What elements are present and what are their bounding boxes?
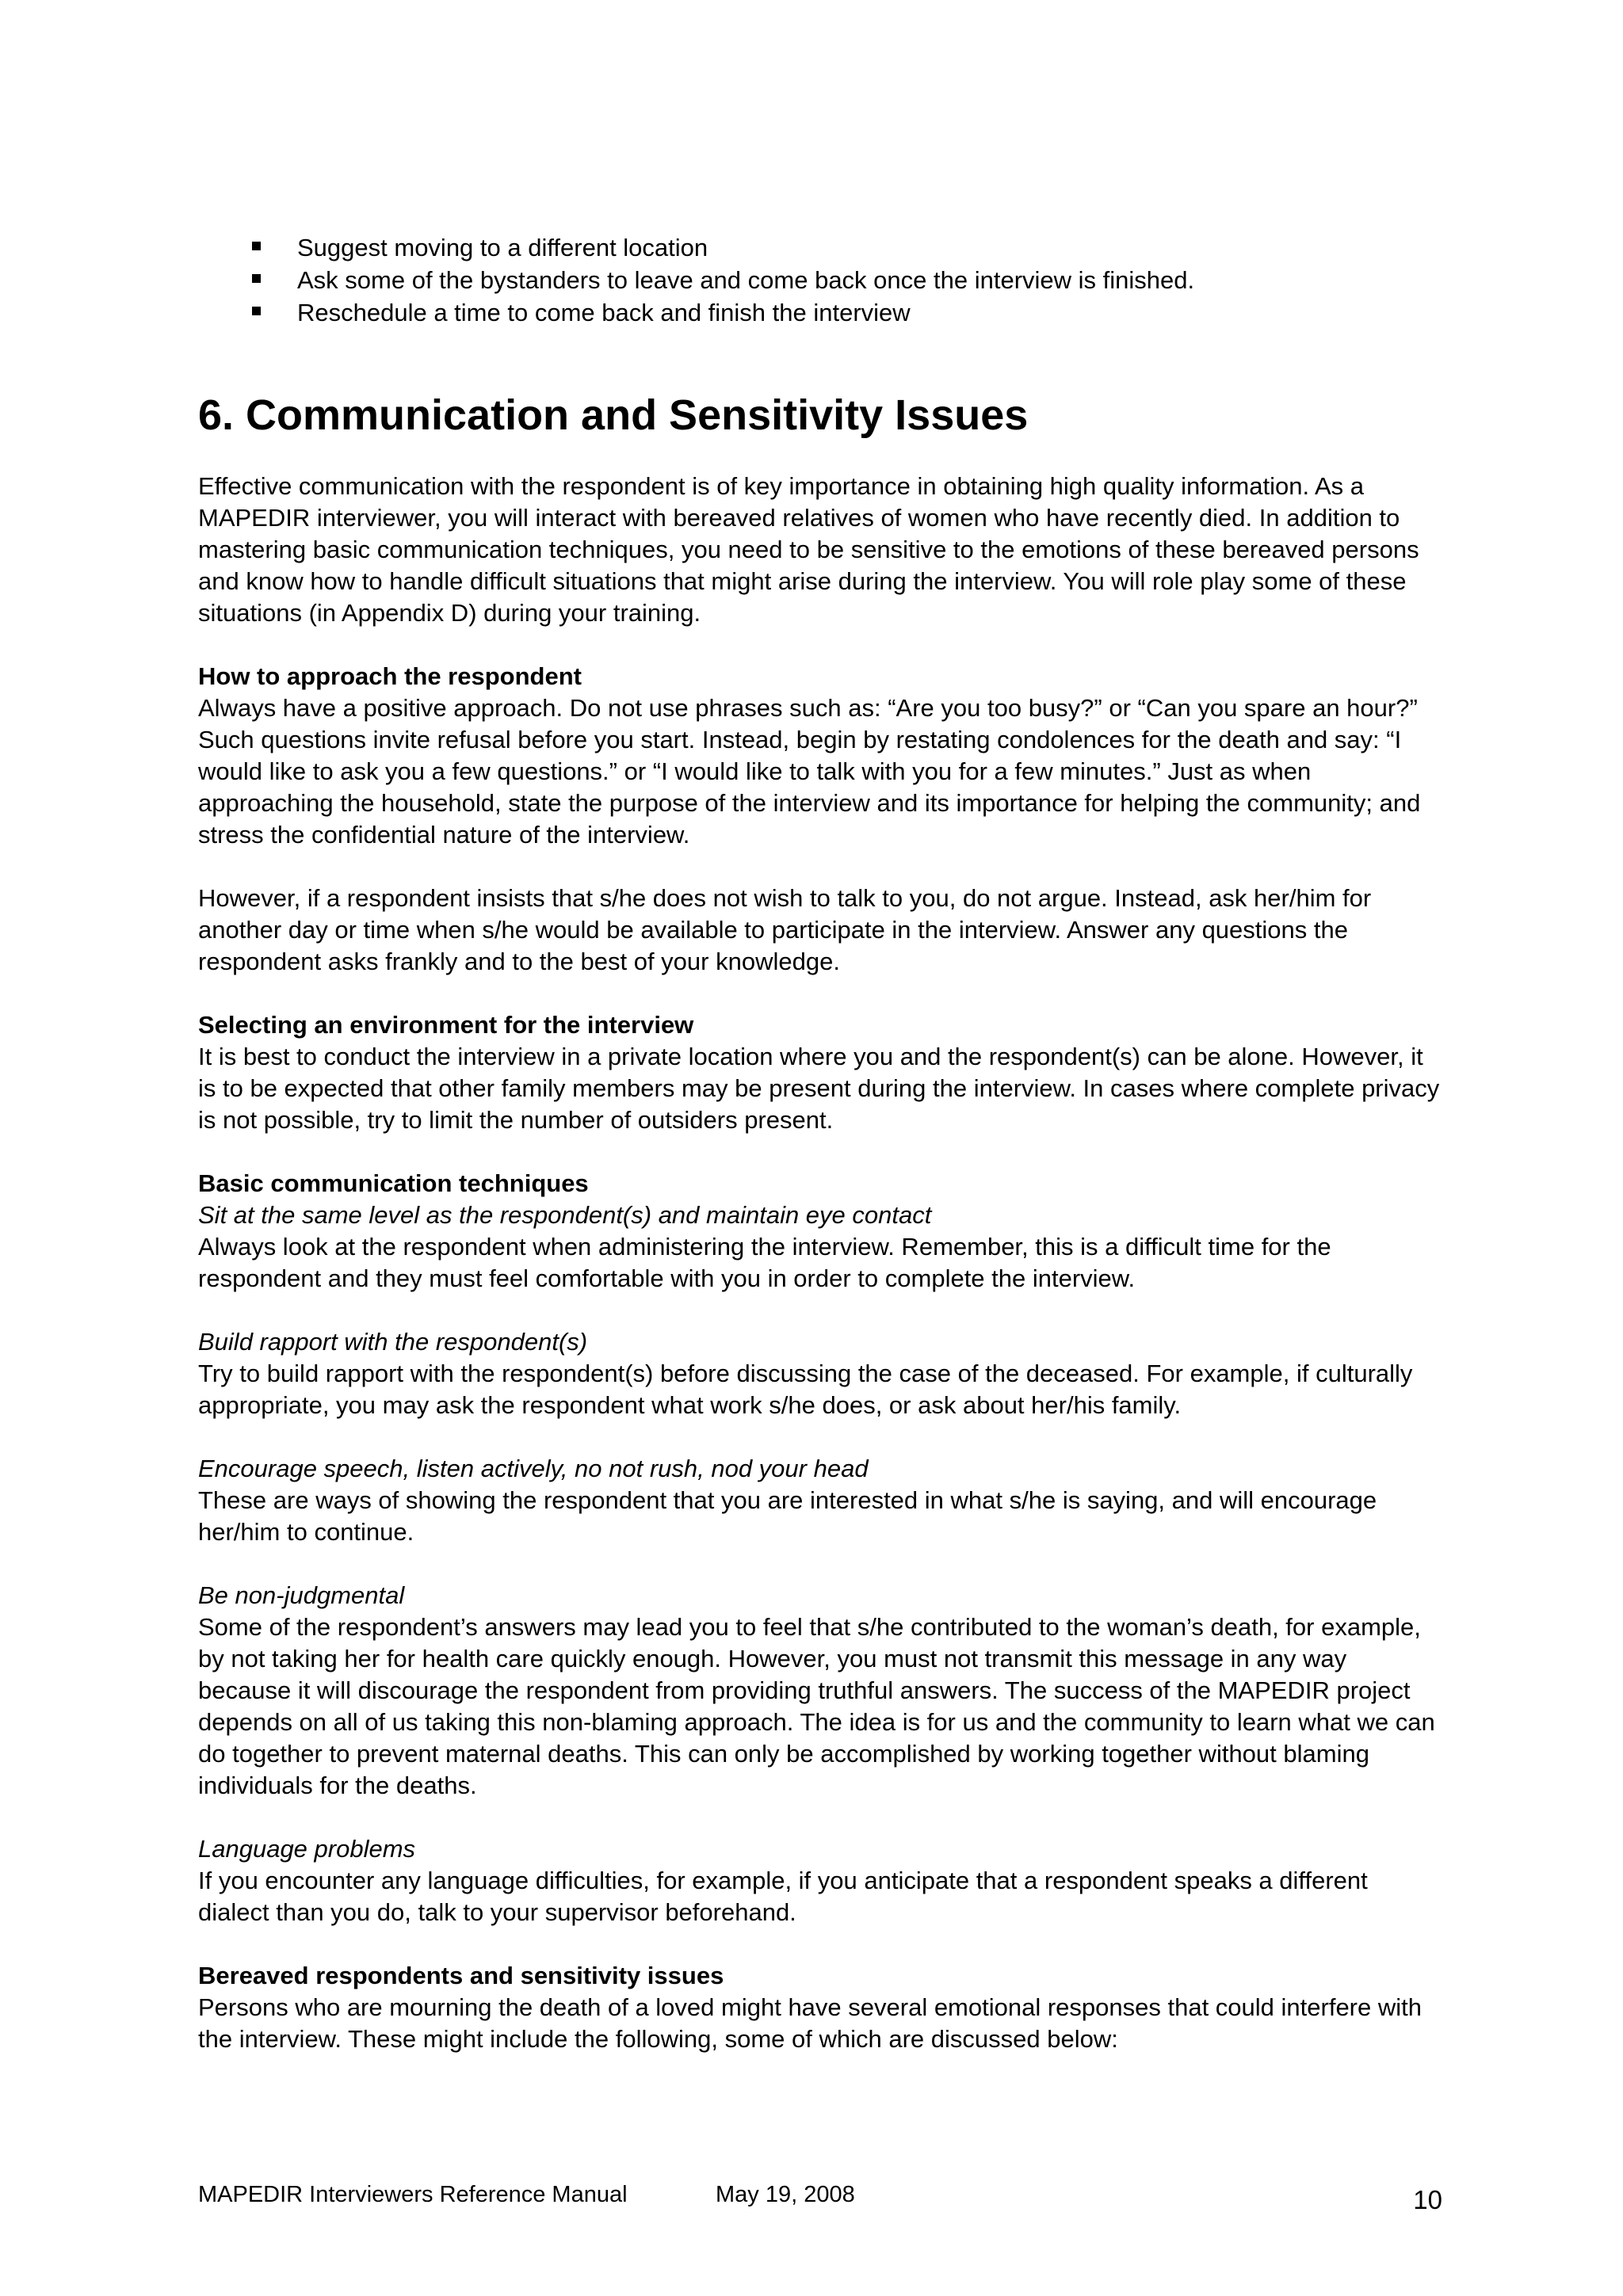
page-number: 10 <box>1413 2185 1442 2214</box>
bullet-text: Suggest moving to a different location <box>297 234 708 261</box>
bullet-text: Ask some of the bystanders to leave and come back once the interview is finished. <box>297 266 1195 294</box>
approach-heading: How to approach the respondent <box>198 662 582 690</box>
environment-paragraph: It is best to conduct the interview in a private location where you and the respondent(s) can be alone. However, it is to be expected that other family members may be present during the interview. In cases where complete privacy is not possible, try to limit the number of outsiders present. <box>198 1043 1440 1134</box>
bullet-list <box>198 231 1442 329</box>
technique-text-encourage: These are ways of showing the respondent that you are interested in what s/he is saying, and will encourage her/him to continue. <box>198 1486 1377 1546</box>
list-item <box>198 296 1442 329</box>
square-bullet-icon <box>252 242 261 250</box>
footer-manual-title: MAPEDIR Interviewers Reference Manual <box>198 2182 628 2207</box>
bullet-text: Reschedule a time to come back and finish the interview <box>297 299 911 326</box>
technique-title-non-judgmental: Be non-judgmental <box>198 1581 405 1609</box>
page-footer <box>198 2182 1442 2214</box>
technique-title-rapport: Build rapport with the respondent(s) <box>198 1328 588 1356</box>
technique-title-encourage: Encourage speech, listen actively, no not rush, nod your head <box>198 1455 869 1482</box>
approach-paragraph-2: However, if a respondent insists that s/he does not wish to talk to you, do not argue. Instead, ask her/him for another day or time when s/he would be available to participate in the interview. Answer any questions the respondent asks frankly and to the best of your knowledge. <box>198 884 1372 975</box>
bereaved-paragraph: Persons who are mourning the death of a loved might have several emotional responses that could interfere with the interview. These might include the following, some of which are discussed below: <box>198 1993 1422 2053</box>
technique-text-language: If you encounter any language difficulties, for example, if you anticipate that a respondent speaks a different dialect than you do, talk to your supervisor beforehand. <box>198 1867 1368 1926</box>
list-item <box>198 231 1442 264</box>
technique-title-language: Language problems <box>198 1835 416 1863</box>
square-bullet-icon <box>252 307 261 315</box>
footer-date: May 19, 2008 <box>716 2182 855 2207</box>
section-title: 6. Communication and Sensitivity Issues <box>198 391 1029 439</box>
bereaved-heading: Bereaved respondents and sensitivity issues <box>198 1962 724 1989</box>
technique-title-eye-contact: Sit at the same level as the respondent(s) and maintain eye contact <box>198 1201 932 1229</box>
technique-text-eye-contact: Always look at the respondent when administering the interview. Remember, this is a difficult time for the respondent and they must feel comfortable with you in order to complete the interview. <box>198 1233 1331 1292</box>
environment-heading: Selecting an environment for the interview <box>198 1011 694 1039</box>
square-bullet-icon <box>252 274 261 283</box>
approach-paragraph: Always have a positive approach. Do not use phrases such as: “Are you too busy?” or “Can you spare an hour?” Such questions invite refusal before you start. Instead, begin by restating condolences for the death and say: “I would like to ask you a few questions.” or “I would like to talk with you for a few minutes.” Just as when approaching the household, state the purpose of the interview and its importance for helping the community; and stress the confidential nature of the interview. <box>198 694 1421 849</box>
list-item <box>198 264 1442 296</box>
techniques-heading: Basic communication techniques <box>198 1169 589 1197</box>
technique-text-non-judgmental: Some of the respondent’s answers may lead you to feel that s/he contributed to the woman’s death, for example, by not taking her for health care quickly enough. However, you must not transmit this message in any way because it will discourage the respondent from providing truthful answers. The success of the MAPEDIR project depends on all of us taking this non-blaming approach. The idea is for us and the community to learn what we can do together to prevent maternal deaths. This can only be accomplished by working together without blaming individuals for the deaths. <box>198 1613 1435 1799</box>
intro-paragraph: Effective communication with the respondent is of key importance in obtaining high quality information. As a MAPEDIR interviewer, you will interact with bereaved relatives of women who have recently died. In addition to mastering basic communication techniques, you need to be sensitive to the emotions of these bereaved persons and know how to handle difficult situations that might arise during the interview. You will role play some of these situations (in Appendix D) during your training. <box>198 472 1419 627</box>
document-page <box>198 231 1442 2055</box>
technique-text-rapport: Try to build rapport with the respondent(s) before discussing the case of the deceased. For example, if culturally appropriate, you may ask the respondent what work s/he does, or ask about her/his family. <box>198 1360 1413 1419</box>
